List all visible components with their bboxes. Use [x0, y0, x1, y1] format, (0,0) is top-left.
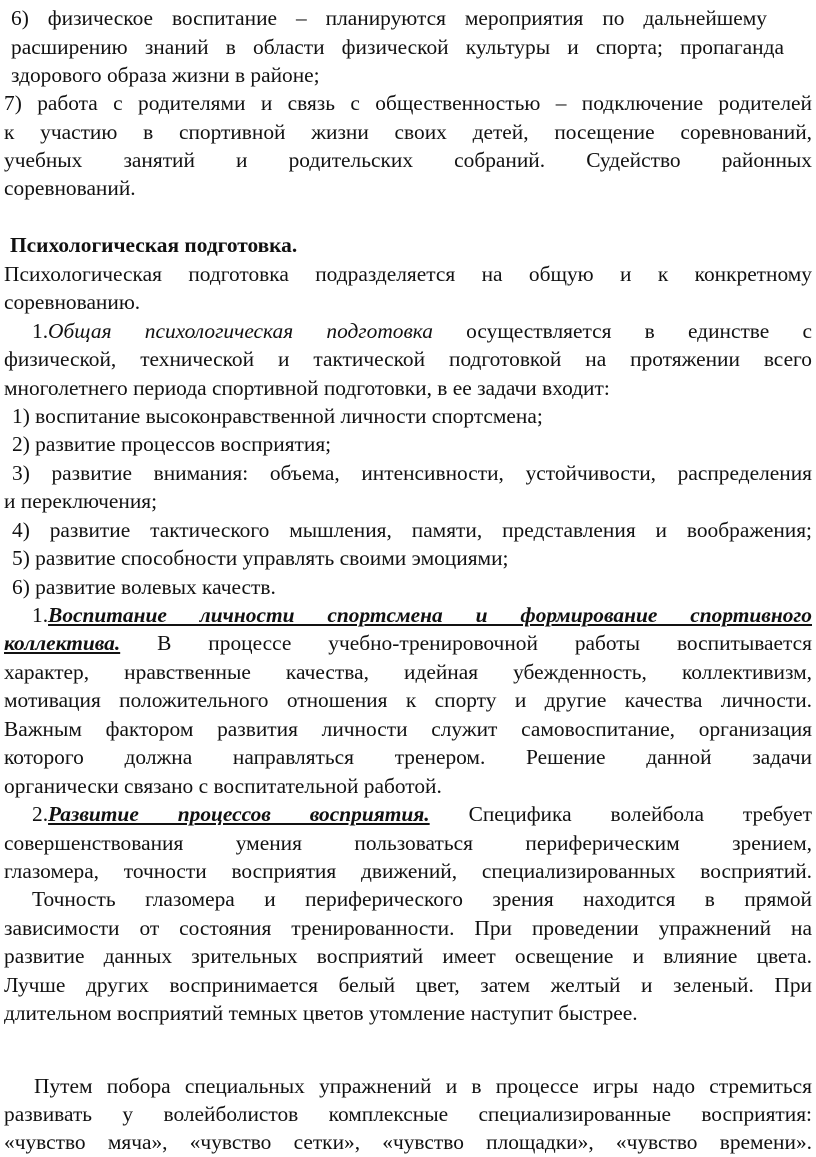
text-line: органически связано с воспитательной работой. [4, 774, 442, 798]
text-line: развивать у волейболистов комплексные специализированные восприятия: [4, 1102, 812, 1126]
section-heading: Психологическая подготовка. [10, 233, 298, 257]
text-line [32, 317, 812, 346]
list-number: 1. [32, 603, 49, 627]
text-line: к участию в спортивной жизни своих детей, посещение соревнований, [4, 120, 812, 144]
list-number: 2. [32, 802, 49, 826]
list-item: 4) развитие тактического мышления, памяти, представления и воображения; [12, 518, 812, 542]
text-line: Лучше других воспринимается белый цвет, затем желтый и зеленый. При [4, 973, 812, 997]
list-item: 3) развитие внимания: объема, интенсивности, устойчивости, распределения [12, 461, 812, 485]
text-line: зависимости от состояния тренированности. При проведении упражнений на [4, 916, 812, 940]
text-line: совершенствования умения пользоваться периферическим зрением, [4, 831, 812, 855]
text-line: расширению знаний в области физической культуры и спорта; пропаганда [11, 35, 784, 59]
text-line [32, 800, 812, 829]
list-item: и переключения; [4, 489, 158, 513]
text-line: соревнований. [4, 176, 136, 200]
text-line: мотивация положительного отношения к спорту и другие качества личности. [4, 688, 812, 712]
list-item: 6) развитие волевых качеств. [12, 575, 276, 599]
text-line: «чувство мяча», «чувство сетки», «чувство площадки», «чувство времени». [4, 1130, 812, 1154]
text-line: которого должна направляться тренером. Решение данной задачи [4, 745, 812, 769]
text-line: 6) физическое воспитание – планируются мероприятия по дальнейшему [11, 6, 767, 30]
list-item: 2) развитие процессов восприятия; [12, 432, 332, 456]
text-fragment: осуществляется в единстве с [432, 319, 812, 343]
text-line: 7) работа с родителями и связь с общественностью – подключение родителей [4, 91, 812, 115]
text-line [32, 601, 812, 630]
list-item: 1) воспитание высоконравственной личности спортсмена; [12, 404, 543, 428]
list-item: 5) развитие способности управлять своими эмоциями; [12, 546, 509, 570]
text-line: развитие данных зрительных восприятий имеет освещение и влияние цвета. [4, 944, 812, 968]
text-line: физической, технической и тактической подготовкой на протяжении всего [4, 347, 812, 371]
text-line [4, 629, 812, 658]
text-fragment: Специфика волейбола требует [429, 802, 812, 826]
text-line: многолетнего периода спортивной подготовки, в ее задачи входит: [4, 376, 610, 400]
text-line: Важным фактором развития личности служит самовоспитание, организация [4, 717, 812, 741]
text-line: здорового образа жизни в районе; [11, 63, 320, 87]
text-fragment: В процессе учебно-тренировочной работы воспитывается [120, 631, 812, 655]
bold-italic-term: Воспитание личности спортсмена и формирование спортивного [48, 603, 812, 627]
text-line: Психологическая подготовка подразделяется на общую и к конкретному [4, 262, 812, 286]
text-line: характер, нравственные качества, идейная убежденность, коллективизм, [4, 660, 812, 684]
text-line: Точность глазомера и периферического зрения находится в прямой [32, 887, 812, 911]
text-line: соревнованию. [4, 290, 141, 314]
italic-term: Общая психологическая подготовка [48, 319, 433, 343]
text-line: глазомера, точности восприятия движений, специализированных восприятий. [4, 859, 812, 883]
text-line: длительном восприятий темных цветов утомление наступит быстрее. [4, 1001, 638, 1025]
bold-italic-term: Развитие процессов восприятия. [48, 802, 430, 826]
text-line: Путем побора специальных упражнений и в процессе игры надо стремиться [34, 1074, 812, 1098]
text-line: учебных занятий и родительских собраний. Судейство районных [4, 148, 812, 172]
bold-italic-term: коллектива. [4, 631, 121, 655]
list-number: 1. [32, 319, 49, 343]
